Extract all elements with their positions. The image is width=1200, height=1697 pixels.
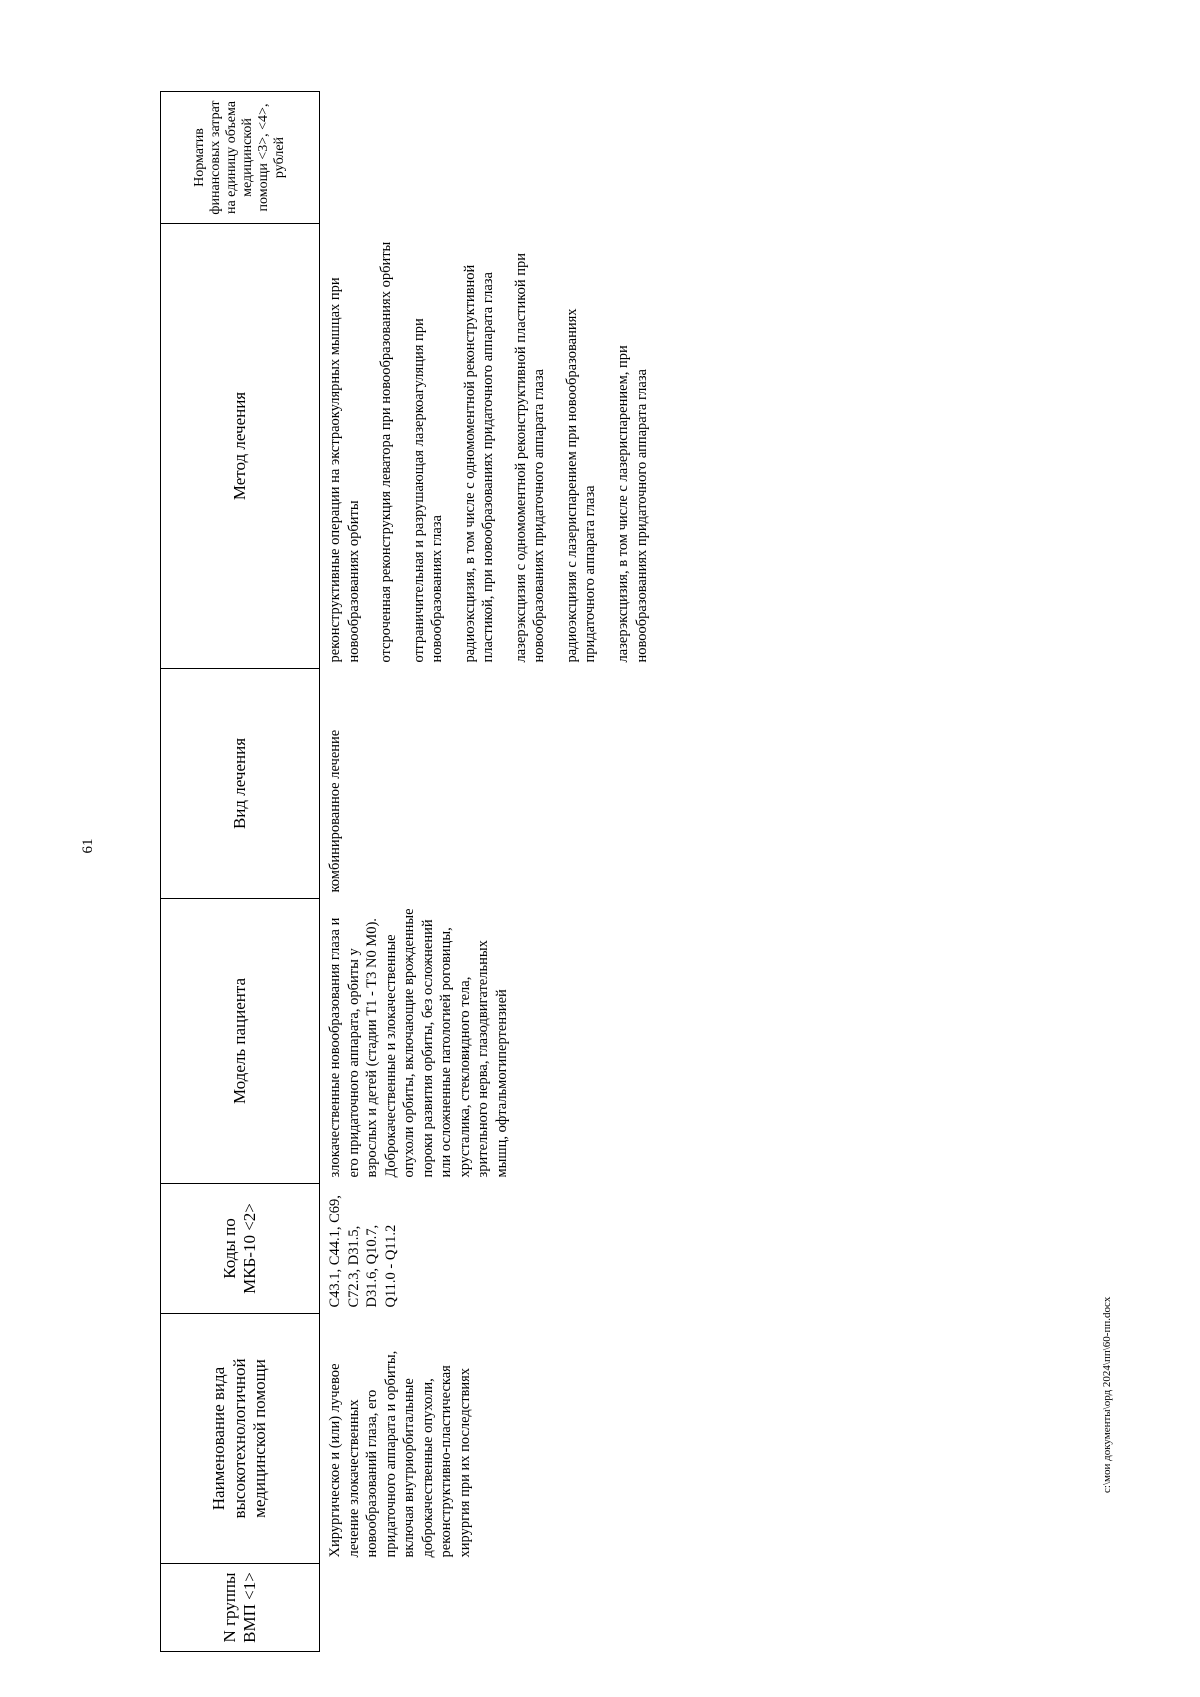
method-item: реконструктивные операции на экстраокулярных мышцах при новообразованиях орбиты (327, 277, 362, 663)
header-icd-codes: Коды по МКБ-10 <2> (161, 1184, 320, 1314)
method-item: лазерэксцизия с одномоментной реконструктивной пластикой при новообразованиях придаточного аппарата глаза (512, 253, 548, 663)
method-item: отграничительная и разрушающая лазеркоагуляция при новообразованиях глаза (410, 318, 446, 663)
method-item: радиоэксцизия с лазериспарением при новообразованиях придаточного аппарата глаза (563, 308, 599, 663)
cell-group-number (320, 1564, 672, 1652)
cell-cost-norm (320, 92, 672, 224)
table-header-row (161, 92, 320, 1652)
header-vmp-name: Наименование вида высокотехнологичной медицинской помощи (161, 1314, 320, 1564)
header-treatment-type: Вид лечения (161, 669, 320, 899)
cell-vmp-name: Хирургическое и (или) лучевое лечение злокачественных новообразований глаза, его придаточного аппарата и орбиты, включая внутриорбитальные доброкачественные опухоли, реконструктивно-пластическая хирургия при их последствиях (327, 1350, 473, 1558)
header-treatment-method: Метод лечения (161, 224, 320, 669)
vmp-table-container (160, 92, 1040, 1652)
vmp-table (160, 91, 671, 1652)
method-item: отсроченная реконструкция леватора при новообразованиях орбиты (378, 241, 395, 663)
table-row (320, 92, 672, 1652)
cell-treatment-type: комбинированное лечение (327, 729, 343, 893)
header-group-number: N группы ВМП <1> (161, 1564, 320, 1652)
method-item: радиоэксцизия, в том числе с одномоментной реконструктивной пластикой, при новообразованиях придаточного аппарата глаза (461, 264, 497, 663)
header-patient-model: Модель пациента (161, 899, 320, 1184)
cell-patient-model: злокачественные новообразования глаза и его придаточного аппарата, орбиты у взрослых и детей (стадии T1 - T3 N0 M0). Доброкачественные и злокачественные опухоли орбиты, включающие врожденные пороки развития орбиты, без осложнений или осложненные патологией роговицы, хрусталика, стекловидного тела, зрительного нерва, глазодвигательных мышц, офтальмогипертензией (327, 908, 510, 1178)
cell-icd-codes: C43.1, C44.1, C69, C72.3, D31.5, D31.6, Q10.7, Q11.0 - Q11.2 (327, 1195, 399, 1308)
cell-treatment-methods (320, 224, 672, 669)
method-item: лазерэксцизия, в том числе с лазериспарением, при новообразованиях придаточного аппарата глаза (615, 345, 650, 663)
footer-file-path: c:\мои документы\орд 2024\пп\60-пп.docx (1101, 1296, 1113, 1493)
header-cost-norm: Норматив финансовых затрат на единицу объема медицинской помощи <3>, <4>, рублей (161, 92, 320, 224)
page-number: 61 (80, 838, 96, 854)
